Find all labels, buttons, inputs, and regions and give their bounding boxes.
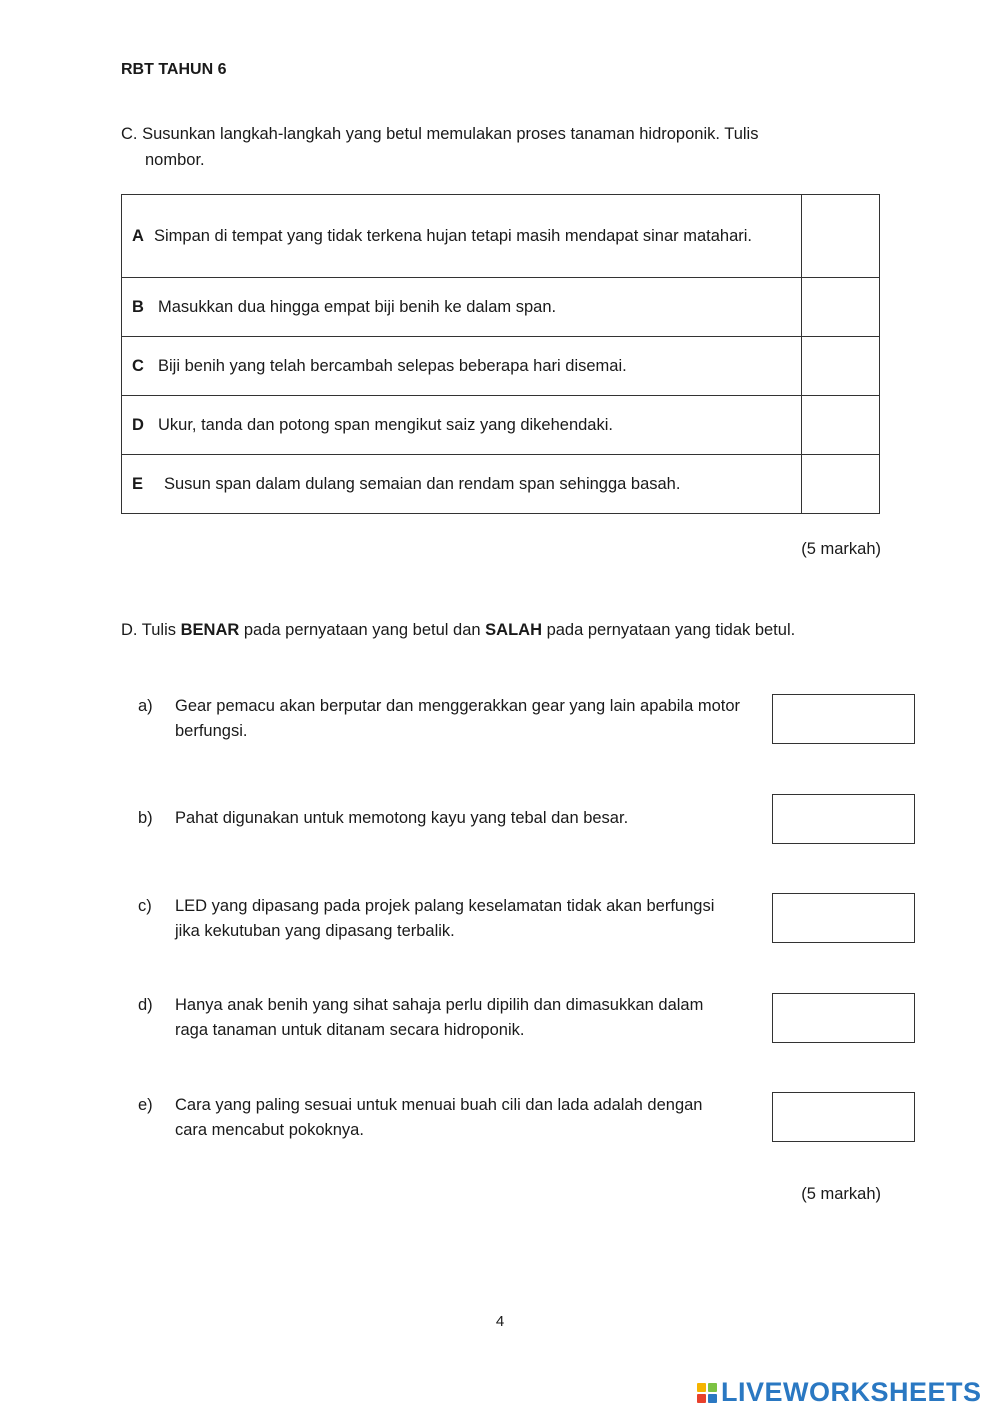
step-letter: C xyxy=(132,356,144,375)
step-answer-box-b[interactable] xyxy=(802,278,880,337)
liveworksheets-logo xyxy=(697,1377,982,1408)
section-c-instruction xyxy=(121,121,861,173)
step-letter: B xyxy=(132,297,144,316)
statement-label: d) xyxy=(138,996,153,1014)
step-text: Masukkan dua hingga empat biji benih ke dalam span. xyxy=(158,297,557,316)
logo-square-icon xyxy=(708,1394,717,1403)
step-row-d xyxy=(122,396,880,455)
step-letter: E xyxy=(132,474,144,493)
statement-text: LED yang dipasang pada projek palang keselamatan tidak akan berfungsi jika kekutuban yang dipasang terbalik. xyxy=(175,897,715,940)
statement-text: Gear pemacu akan berputar dan menggerakkan gear yang lain apabila motor berfungsi. xyxy=(175,697,741,740)
statement-text: Cara yang paling sesuai untuk menuai buah cili dan lada adalah dengan cara mencabut pokoknya. xyxy=(175,1096,703,1139)
statement-label: c) xyxy=(138,897,152,915)
section-d-instruction xyxy=(121,621,795,640)
step-text: Susun span dalam dulang semaian dan rendam span sehingga basah. xyxy=(164,474,681,493)
step-row-b xyxy=(122,278,880,337)
steps-table xyxy=(121,194,880,514)
salah-keyword: SALAH xyxy=(485,621,542,639)
statement-text: Pahat digunakan untuk memotong kayu yang tebal dan besar. xyxy=(175,809,629,827)
statement-e xyxy=(138,1093,768,1143)
step-text: Biji benih yang telah bercambah selepas beberapa hari disemai. xyxy=(158,356,627,375)
logo-square-icon xyxy=(697,1383,706,1392)
step-answer-box-c[interactable] xyxy=(802,337,880,396)
logo-text: LIVEWORKSHEETS xyxy=(721,1377,982,1407)
step-answer-box-d[interactable] xyxy=(802,396,880,455)
statement-c xyxy=(138,894,768,944)
answer-box-e[interactable] xyxy=(772,1092,915,1142)
worksheet-header: RBT TAHUN 6 xyxy=(121,61,227,78)
statement-b xyxy=(138,806,768,831)
section-d-instruction-prefix: D. Tulis xyxy=(121,621,181,639)
section-c-marks: (5 markah) xyxy=(801,540,881,558)
step-row-e xyxy=(122,455,880,514)
statement-a xyxy=(138,694,768,744)
step-answer-box-e[interactable] xyxy=(802,455,880,514)
logo-square-icon xyxy=(697,1394,706,1403)
statement-d xyxy=(138,993,768,1043)
step-row-c xyxy=(122,337,880,396)
step-answer-box-a[interactable] xyxy=(802,195,880,278)
step-text: Ukur, tanda dan potong span mengikut saiz yang dikehendaki. xyxy=(158,415,613,434)
section-c-instruction-line2: nombor. xyxy=(145,151,205,169)
logo-square-icon xyxy=(708,1383,717,1392)
answer-box-b[interactable] xyxy=(772,794,915,844)
statement-label: e) xyxy=(138,1096,153,1114)
statement-text: Hanya anak benih yang sihat sahaja perlu dipilih dan dimasukkan dalam raga tanaman untuk ditanam secara hidroponik. xyxy=(175,996,704,1039)
benar-keyword: BENAR xyxy=(180,621,240,639)
page-number: 4 xyxy=(495,1313,505,1330)
section-d-instruction-suffix: pada pernyataan yang tidak betul. xyxy=(542,621,796,639)
step-letter: D xyxy=(132,415,144,434)
step-row-a xyxy=(122,195,880,278)
answer-box-a[interactable] xyxy=(772,694,915,744)
section-d-instruction-middle: pada pernyataan yang betul dan xyxy=(239,621,486,639)
statement-label: b) xyxy=(138,809,153,827)
step-text: Simpan di tempat yang tidak terkena hujan tetapi masih mendapat sinar matahari. xyxy=(154,227,753,245)
step-letter: A xyxy=(132,227,144,245)
liveworksheets-logo-icon xyxy=(697,1383,717,1403)
section-c-instruction-line1: C. Susunkan langkah-langkah yang betul memulakan proses tanaman hidroponik. Tulis xyxy=(121,125,759,143)
answer-box-d[interactable] xyxy=(772,993,915,1043)
statement-label: a) xyxy=(138,697,153,715)
answer-box-c[interactable] xyxy=(772,893,915,943)
section-d-marks: (5 markah) xyxy=(801,1185,881,1203)
